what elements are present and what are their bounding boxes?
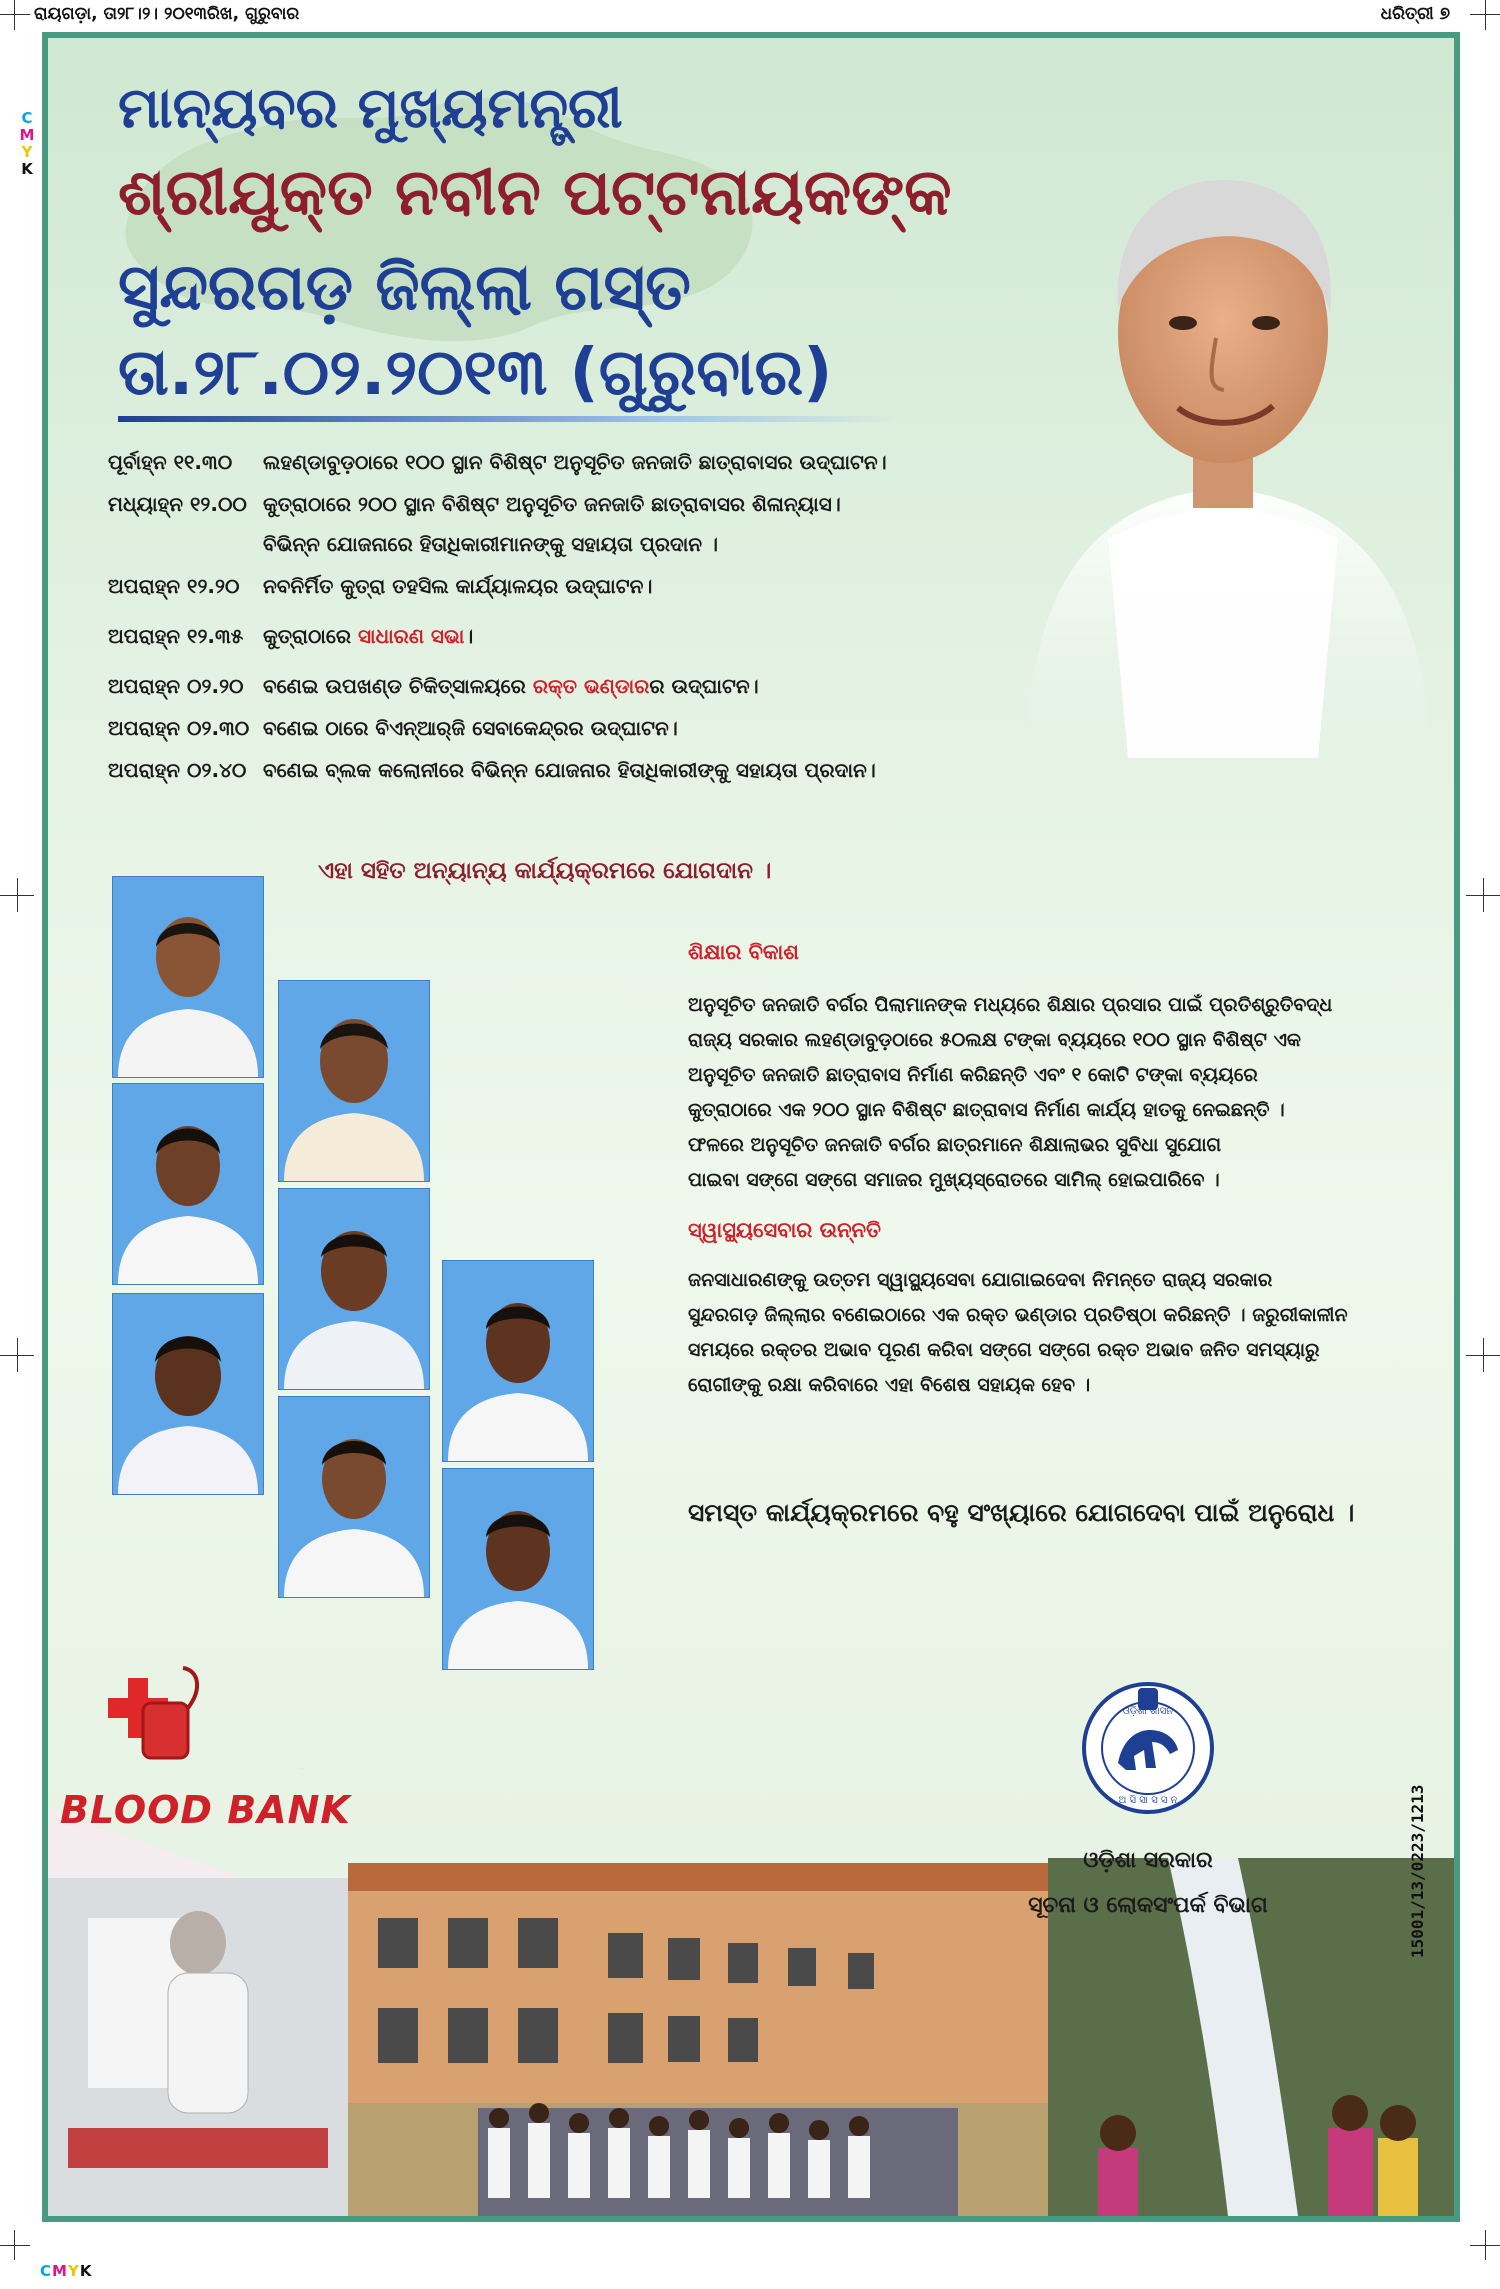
crop-mark (17, 1338, 18, 1372)
paragraph-line: ସୁନ୍ଦରଗଡ଼ ଜିଲ୍ଲାର ବଣେଇଠାରେ ଏକ ରକ୍ତ ଭଣ୍ଡାର ପ୍ରତିଷ୍ଠା କରିଛନ୍ତି । ଜରୁରୀକାଳୀନ (688, 1304, 1348, 1326)
schedule-time: ଅପରାହ୍ନ ୧୨.୨୦ (108, 574, 240, 598)
dignitary-photo (112, 1083, 264, 1285)
blood-bank-label: BLOOD BANK (60, 1788, 351, 1832)
ad-code-text: 15001/13/0223/1213 (1408, 1784, 1427, 1958)
crop-mark (0, 2245, 30, 2246)
schedule-row (108, 572, 988, 600)
schedule-row (108, 448, 988, 476)
paragraph-line: ରୋଗୀଙ୍କୁ ରକ୍ଷା କରିବାରେ ଏହା ବିଶେଷ ସହାୟକ ହେବ । (688, 1374, 1091, 1396)
cmyk-k: K (21, 160, 33, 178)
schedule-row (108, 714, 988, 742)
cmyk-y: Y (21, 143, 33, 161)
schedule-event (263, 622, 988, 650)
other-programmes-line: ଏହା ସହିତ ଅନ୍ୟାନ୍ୟ କାର୍ଯ୍ୟକ୍ରମରେ ଯୋଗଦାନ । (318, 858, 772, 884)
odisha-govt-emblem (1078, 1678, 1218, 1818)
schedule-row (108, 490, 988, 558)
paragraph-line: ଅନୁସୂଚିତ ଜନଜାତି ଛାତ୍ରାବାସ ନିର୍ମାଣ କରିଛନ୍ତି ଏବଂ ୧ କୋଟି ଟଙ୍କା ବ୍ୟୟରେ (688, 1064, 1258, 1086)
cmyk-c: C (40, 2262, 53, 2280)
crop-mark (1485, 0, 1486, 30)
schedule-event (263, 490, 988, 558)
crop-mark (1483, 878, 1484, 912)
dignitary-photo (278, 1396, 430, 1598)
title-line-1: ମାନ୍ୟବର ମୁଖ୍ୟମନ୍ତ୍ରୀ (118, 76, 623, 141)
chief-minister-photo (988, 138, 1458, 758)
schedule-time: ପୂର୍ବାହ୍ନ ୧୧.୩୦ (108, 450, 233, 474)
dignitary-photo (112, 876, 264, 1078)
cmyk-marker-side (18, 110, 36, 178)
schedule-event: ବଣେଇ ଠାରେ ବିଏନ୍‌ଆର୍‌ଜି ସେବାକେନ୍ଦ୍ରର ଉଦ୍‌ଘାଟନ। (263, 716, 678, 740)
blood-bank-icon (88, 1658, 208, 1768)
appeal-text: ସମସ୍ତ କାର୍ଯ୍ୟକ୍ରମରେ ବହୁ ସଂଖ୍ୟାରେ ଯୋଗଦେବା ପାଇଁ ଅନୁରୋଧ । (688, 1498, 1355, 1527)
schedule-row (108, 622, 988, 650)
title-date: ତା.୨୮.୦୨.୨୦୧୩ (ଗୁରୁବାର) (118, 336, 833, 410)
ad-code (1408, 1758, 1430, 1958)
emblem-text-bottom: ଅ ସି ସା ସ ସ ନ (1118, 1795, 1178, 1806)
paragraph-line: ରାଜ୍ୟ ସରକାର ଲହଣ୍ଡାବୁଡ଼ଠାରେ ୫୦ଲକ୍ଷ ଟଙ୍କା ବ୍ୟୟରେ ୧୦୦ ସ୍ଥାନ ବିଶିଷ୍ଟ ଏକ (688, 1029, 1301, 1051)
crop-mark (17, 878, 18, 912)
cmyk-y: Y (67, 2262, 80, 2280)
department-name: ସୂଚନା ଓ ଲୋକସଂପର୍କ ବିଭାଗ (1028, 1893, 1268, 1918)
paragraph-line: ପାଇବା ସଙ୍ଗେ ସଙ୍ଗେ ସମାଜର ମୁଖ୍ୟସ୍ରୋତରେ ସାମିଲ୍ ହୋଇପାରିବେ । (688, 1169, 1220, 1191)
dignitary-photo (278, 1188, 430, 1390)
schedule-event: ବଣେଇ ବ୍ଲକ କଲୋନୀରେ ବିଭିନ୍ନ ଯୋଜନାର ହିତାଧିକାରୀଙ୍କୁ ସହାୟତା ପ୍ରଦାନ। (263, 758, 876, 782)
event-text: । (464, 624, 474, 648)
page-header-right: ଧରିତ୍ରୀ ୭ (1380, 4, 1450, 24)
dignitary-photo (442, 1260, 594, 1462)
event-text: ବଣେଇ ଉପଖଣ୍ଡ ଚିକିତ୍ସାଳୟରେ (263, 674, 533, 698)
event-highlight: ସାଧାରଣ ସଭା (357, 624, 465, 648)
title-underline (118, 416, 898, 422)
schedule-event-line: ବିଭିନ୍ନ ଯୋଜନାରେ ହିତାଧିକାରୀମାନଙ୍କୁ ସହାୟତା ପ୍ରଦାନ । (263, 532, 719, 556)
paragraph-line: ଜନସାଧାରଣଙ୍କୁ ଉତ୍ତମ ସ୍ୱାସ୍ଥ୍ୟସେବା ଯୋଗାଇଦେବା ନିମନ୍ତେ ରାଜ୍ୟ ସରକାର (688, 1269, 1273, 1291)
bottom-photo-collage (48, 1768, 1454, 2216)
schedule-time: ଅପରାହ୍ନ ୦୨.୨୦ (108, 674, 244, 698)
cmyk-marker-bottom (40, 2262, 92, 2280)
advertisement-frame (42, 32, 1460, 2222)
crop-mark (14, 2230, 15, 2260)
paragraph-line: ଫଳରେ ଅନୁସୂଚିତ ଜନଜାତି ବର୍ଗର ଛାତ୍ରମାନେ ଶିକ୍ଷାଲାଭର ସୁବିଧା ସୁଯୋଗ (688, 1134, 1222, 1156)
schedule-time: ମଧ୍ୟାହ୍ନ ୧୨.୦୦ (108, 492, 247, 516)
schedule-event-line: କୁତ୍ରାଠାରେ ୨୦୦ ସ୍ଥାନ ବିଶିଷ୍ଟ ଅନୁସୂଚିତ ଜନଜାତି ଛାତ୍ରାବାସର ଶିଳାନ୍ୟାସ। (263, 492, 841, 516)
crop-mark (1485, 2230, 1486, 2260)
schedule-row (108, 672, 988, 700)
paragraph-line: ଅନୁସୂଚିତ ଜନଜାତି ବର୍ଗର ପିଲାମାନଙ୍କ ମଧ୍ୟରେ ଶିକ୍ଷାର ପ୍ରସାର ପାଇଁ ପ୍ରତିଶ୍ରୁତିବଦ୍ଧ (688, 994, 1333, 1016)
cmyk-c: C (21, 109, 33, 127)
government-name: ଓଡ଼ିଶା ସରକାର (1083, 1848, 1213, 1873)
title-line-2: ଶ୍ରୀଯୁକ୍ତ ନବୀନ ପଟ୍ଟନାୟକଙ୍କ (118, 156, 952, 230)
page-header-left: ରାୟଗଡ଼ା, ତା୨୮।୨। ୨୦୧୩ରିଖ, ଗୁରୁବାର (34, 4, 300, 24)
crop-mark (14, 0, 15, 30)
cmyk-m: M (52, 2262, 68, 2280)
event-highlight: ରକ୍ତ ଭଣ୍ଡାର (532, 674, 650, 698)
schedule-row (108, 756, 988, 784)
schedule-event: ଲହଣ୍ଡାବୁଡ଼ଠାରେ ୧୦୦ ସ୍ଥାନ ବିଶିଷ୍ଟ ଅନୁସୂଚିତ ଜନଜାତି ଛାତ୍ରାବାସର ଉଦ୍‌ଘାଟନ। (263, 450, 887, 474)
section-education-text (688, 988, 1388, 1198)
emblem-text-top: ଓଡ଼ିଶା ଶାସନ (1122, 1706, 1174, 1717)
schedule-time: ଅପରାହ୍ନ ୦୨.୩୦ (108, 716, 250, 740)
title-line-3: ସୁନ୍ଦରଗଡ଼ ଜିଲ୍ଲା ଗସ୍ତ (118, 251, 691, 325)
event-text: ର ଉଦ୍‌ଘାଟନ। (649, 674, 759, 698)
schedule-event (263, 672, 988, 700)
crop-mark (0, 14, 30, 15)
section-health-heading: ସ୍ୱାସ୍ଥ୍ୟସେବାର ଉନ୍ନତି (688, 1218, 881, 1242)
dignitary-photo (278, 980, 430, 1182)
event-text: କୁତ୍ରାଠାରେ (263, 624, 358, 648)
schedule-event: ନବନିର୍ମିତ କୁତ୍ରା ତହସିଲ କାର୍ଯ୍ୟାଳୟର ଉଦ୍‌ଘାଟନ। (263, 574, 653, 598)
schedule-time: ଅପରାହ୍ନ ୦୨.୪୦ (108, 758, 247, 782)
cmyk-k: K (79, 2262, 93, 2280)
visit-schedule (108, 448, 988, 798)
dignitary-photo (442, 1468, 594, 1670)
section-education-heading: ଶିକ୍ଷାର ବିକାଶ (688, 940, 799, 964)
dignitary-photo (112, 1293, 264, 1495)
schedule-time: ଅପରାହ୍ନ ୧୨.୩୫ (108, 624, 244, 648)
paragraph-line: ସମୟରେ ରକ୍ତର ଅଭାବ ପୂରଣ କରିବା ସଙ୍ଗେ ସଙ୍ଗେ ରକ୍ତ ଅଭାବ ଜନିତ ସମସ୍ୟାରୁ (688, 1339, 1320, 1361)
paragraph-line: କୁତ୍ରାଠାରେ ଏକ ୨୦୦ ସ୍ଥାନ ବିଶିଷ୍ଟ ଛାତ୍ରାବାସ ନିର୍ମାଣ କାର୍ଯ୍ୟ ହାତକୁ ନେଇଛନ୍ତି । (688, 1099, 1285, 1121)
crop-mark (1483, 1338, 1484, 1372)
cmyk-m: M (19, 126, 35, 144)
section-health-text (688, 1263, 1388, 1403)
